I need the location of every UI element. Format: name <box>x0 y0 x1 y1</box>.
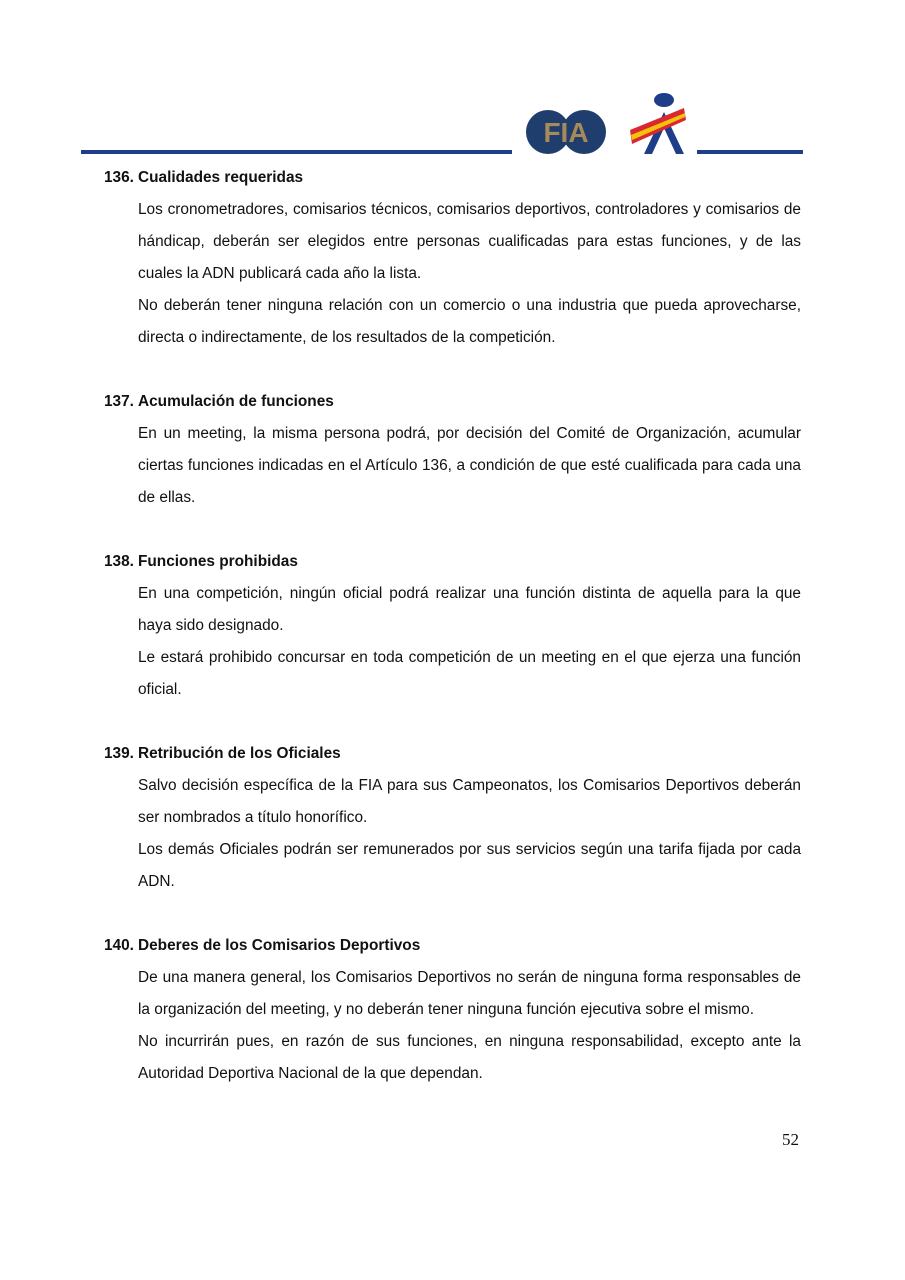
paragraph: Salvo decisión específica de la FIA para sus Campeonatos, los Comisarios Deportivos deberán ser nombrados a título honorífico. <box>138 777 801 826</box>
paragraph: Le estará prohibido concursar en toda competición de un meeting en el que ejerza una función oficial. <box>138 649 801 698</box>
article-number: 139. <box>104 745 134 762</box>
paragraph: En un meeting, la misma persona podrá, por decisión del Comité de Organización, acumular ciertas funciones indicadas en el Artículo 136, a condición de que esté cualificada para cada una de ellas. <box>138 425 801 506</box>
fia-logo <box>526 110 606 154</box>
article-140 <box>104 930 801 1090</box>
paragraph: En una competición, ningún oficial podrá realizar una función distinta de aquella para la que haya sido designado. <box>138 585 801 634</box>
fia-rfeda-logos <box>526 90 696 160</box>
article-number: 136. <box>104 169 134 186</box>
article-heading <box>104 546 801 578</box>
article-heading <box>104 930 801 962</box>
article-number: 138. <box>104 553 134 570</box>
header-rule-right <box>697 150 803 154</box>
article-title: Retribución de los Oficiales <box>138 745 341 762</box>
article-title: Deberes de los Comisarios Deportivos <box>138 937 421 954</box>
svg-text:FIA: FIA <box>543 117 589 148</box>
article-heading <box>104 738 801 770</box>
article-title: Funciones prohibidas <box>138 553 298 570</box>
article-title: Cualidades requeridas <box>138 169 304 186</box>
article-number: 137. <box>104 393 134 410</box>
article-136 <box>104 162 801 354</box>
paragraph: Los demás Oficiales podrán ser remunerados por sus servicios según una tarifa fijada por cada ADN. <box>138 841 801 890</box>
page-number: 52 <box>782 1130 799 1149</box>
header-rule-left <box>81 150 512 154</box>
article-137 <box>104 386 801 514</box>
paragraph: No incurrirán pues, en razón de sus funciones, en ninguna responsabilidad, excepto ante la Autoridad Deportiva Nacional de la que dependan. <box>138 1033 801 1082</box>
header-logos <box>526 90 696 165</box>
article-heading <box>104 162 801 194</box>
paragraph: Los cronometradores, comisarios técnicos, comisarios deportivos, controladores y comisarios de hándicap, deberán ser elegidos entre personas cualificadas para estas funciones, y de las cuales la ADN publicará cada año la lista. <box>138 201 801 282</box>
article-138 <box>104 546 801 706</box>
article-heading <box>104 386 801 418</box>
article-number: 140. <box>104 937 134 954</box>
paragraph: De una manera general, los Comisarios Deportivos no serán de ninguna forma responsables de la organización del meeting, y no deberán tener ninguna función ejecutiva sobre el mismo. <box>138 969 801 1018</box>
article-title: Acumulación de funciones <box>138 393 334 410</box>
article-139 <box>104 738 801 898</box>
document-body <box>104 162 801 1122</box>
rfeda-logo <box>630 93 686 154</box>
paragraph: No deberán tener ninguna relación con un comercio o una industria que pueda aprovecharse, directa o indirectamente, de los resultados de la competición. <box>138 297 801 346</box>
